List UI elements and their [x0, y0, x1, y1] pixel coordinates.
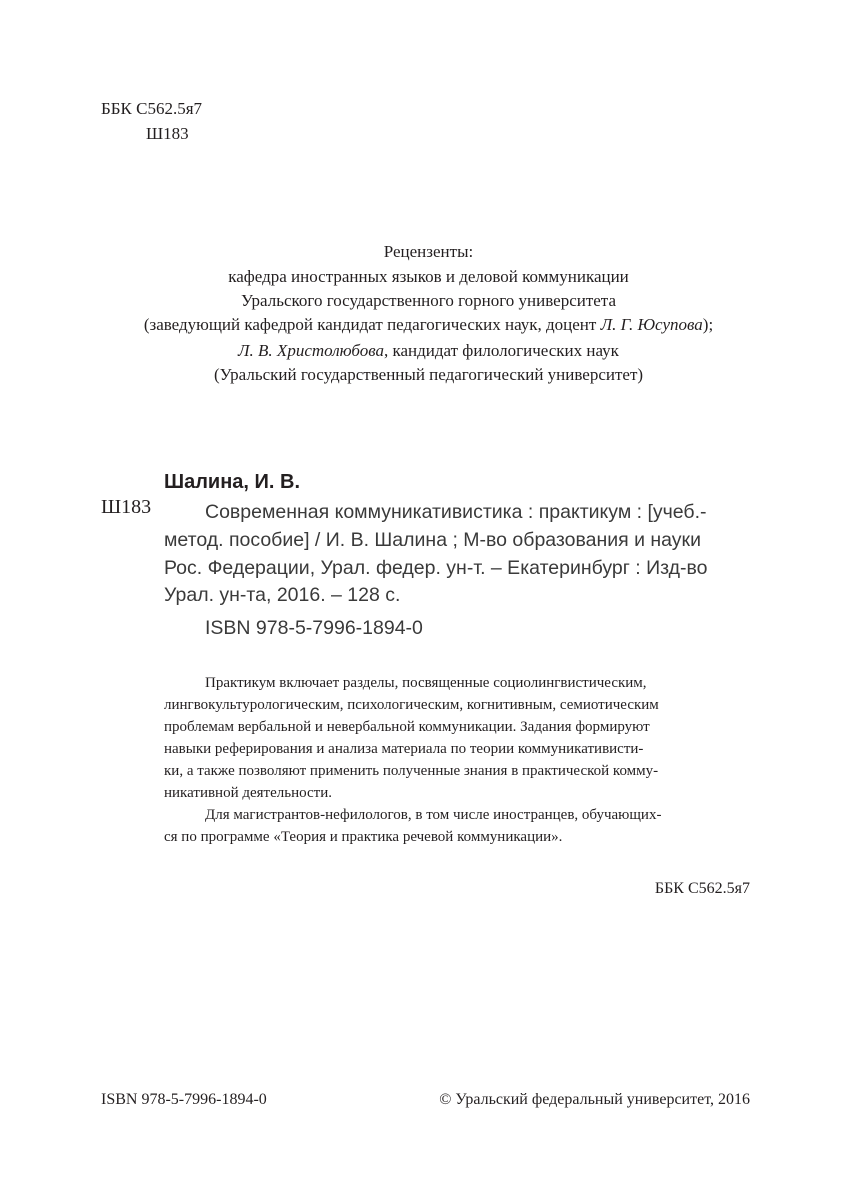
annotation-line: ки, а также позволяют применить полученные знания в практической комму- [164, 763, 659, 779]
annotation-line: Для магистрантов-нефилологов, в том числе иностранцев, обучающих- [205, 807, 662, 823]
annotation-line: лингвокультурологическим, психологическим, когнитивным, семиотическим [164, 697, 659, 713]
record-isbn: ISBN 978-5-7996-1894-0 [205, 617, 423, 639]
bbk-code-bottom: ББК С562.5я7 [654, 880, 750, 897]
footer-isbn: ISBN 978-5-7996-1894-0 [101, 1091, 267, 1108]
record-line: метод. пособие] / И. В. Шалина ; М-во образования и науки [164, 529, 701, 551]
record-line: Современная коммуникативистика : практикум : [учеб.- [205, 501, 707, 523]
author-mark-top: Ш183 [146, 124, 189, 143]
reviewers-line: (Уральский государственный педагогический университет) [213, 365, 644, 384]
reviewers-line: Л. В. Христолюбова, кандидат филологических наук [238, 341, 619, 360]
reviewers-line: (заведующий кафедрой кандидат педагогических наук, доцент Л. Г. Юсупова); [143, 315, 714, 334]
bbk-code: ББК С562.5я7 [101, 99, 203, 118]
reviewer-name: Л. В. Христолюбова [238, 341, 384, 360]
record-line: Урал. ун-та, 2016. – 128 с. [164, 584, 401, 606]
annotation-line: навыки реферирования и анализа материала по теории коммуникативисти- [164, 741, 644, 757]
annotation-line: Практикум включает разделы, посвященные социолингвистическим, [205, 675, 647, 691]
record-author: Шалина, И. В. [164, 471, 301, 493]
reviewers-line: Уральского государственного горного университета [241, 291, 616, 310]
footer-copyright: © Уральский федеральный университет, 2016 [439, 1091, 750, 1108]
annotation-line: никативной деятельности. [164, 785, 332, 801]
annotation-line: ся по программе «Теория и практика речевой коммуникации». [164, 829, 563, 845]
record-author-mark: Ш183 [101, 496, 152, 518]
reviewers-heading: Рецензенты: [383, 242, 474, 261]
reviewers-line: кафедра иностранных языков и деловой коммуникации [228, 267, 629, 286]
annotation-line: проблемам вербальной и невербальной коммуникации. Задания формируют [164, 719, 650, 735]
record-line: Рос. Федерации, Урал. федер. ун-т. – Екатеринбург : Изд-во [164, 557, 708, 579]
reviewer-name: Л. Г. Юсупова [600, 315, 703, 334]
